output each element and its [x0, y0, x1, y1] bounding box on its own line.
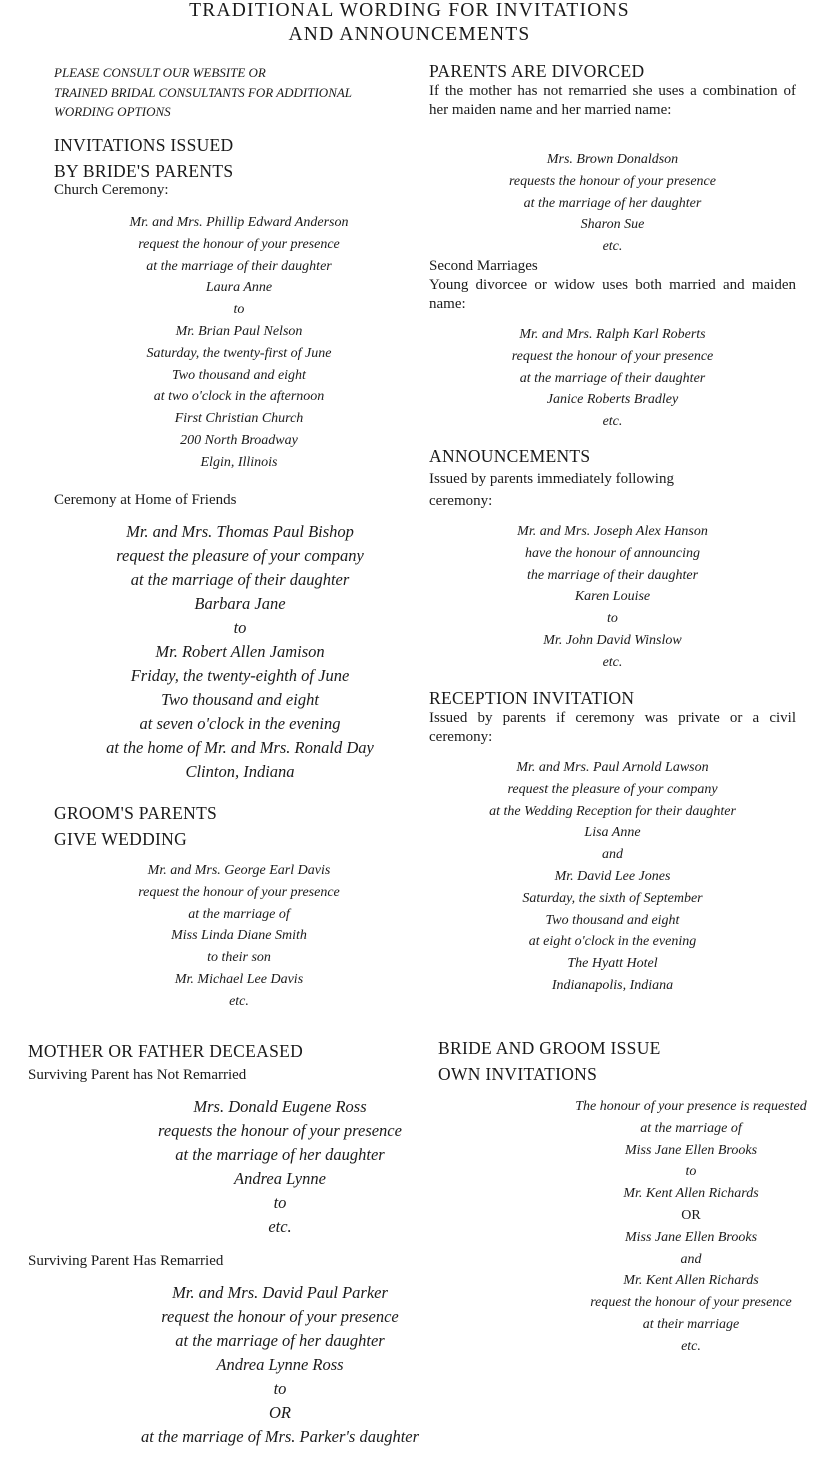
- reception-heading: RECEPTION INVITATION: [429, 688, 635, 708]
- wording-line: Karen Louise: [574, 589, 651, 605]
- wording-line: The honour of your presence is requested: [575, 1099, 807, 1114]
- reception-wording: [429, 757, 796, 997]
- wording-line: at the marriage of their daughter: [519, 370, 706, 386]
- announcements-heading: ANNOUNCEMENTS: [429, 446, 591, 466]
- wording-line: Mr. Robert Allen Jamison: [155, 642, 325, 661]
- wording-line: etc.: [602, 654, 623, 670]
- wording-line: etc.: [229, 993, 249, 1009]
- not-remarried-label: Surviving Parent has Not Remarried: [28, 1067, 247, 1083]
- divorced-intro: If the mother has not remarried she uses a combination of her maiden name and her married name:: [429, 83, 796, 118]
- wording-line: The Hyatt Hotel: [567, 956, 658, 972]
- deceased-heading: MOTHER OR FATHER DECEASED: [28, 1041, 304, 1061]
- wording-line: at the marriage of their daughter: [130, 570, 350, 589]
- wording-line: at the marriage of her daughter: [175, 1145, 385, 1164]
- second-marriages-label: Second Marriages: [429, 258, 538, 274]
- wording-line: Mr. and Mrs. Joseph Alex Hanson: [517, 524, 708, 539]
- remarried-label: Surviving Parent Has Remarried: [28, 1253, 224, 1269]
- heading-line: INVITATIONS ISSUED: [54, 135, 234, 155]
- wording-line: to: [273, 1193, 287, 1212]
- wording-line: Elgin, Illinois: [200, 454, 278, 470]
- wording-line: Two thousand and eight: [545, 912, 680, 928]
- wording-line: Lisa Anne: [584, 825, 641, 841]
- wording-line: request the honour of your presence: [161, 1307, 399, 1326]
- wording-line: Mr. Michael Lee Davis: [174, 971, 304, 987]
- wording-line: to: [233, 302, 245, 318]
- heading-line: BRIDE AND GROOM ISSUE: [438, 1038, 661, 1058]
- wording-line: Sharon Sue: [580, 217, 645, 233]
- divorced-heading: PARENTS ARE DIVORCED: [429, 61, 645, 81]
- heading-line: GROOM'S PARENTS: [54, 803, 218, 823]
- wording-line: request the honour of your presence: [511, 348, 714, 364]
- church-ceremony-label: Church Ceremony:: [54, 182, 169, 198]
- brides-parents-heading: [54, 132, 233, 184]
- wording-line: to: [607, 611, 618, 627]
- wording-line: Miss Linda Diane Smith: [171, 928, 307, 944]
- wording-line: First Christian Church: [174, 411, 304, 427]
- wording-line: at the Wedding Reception for their daughter: [489, 803, 736, 819]
- wording-line: Clinton, Indiana: [185, 762, 295, 781]
- intro-line: ceremony:: [429, 493, 493, 509]
- wording-line: requests the honour of your presence: [509, 173, 716, 189]
- wording-line: to: [273, 1379, 287, 1398]
- wording-line: at eight o'clock in the evening: [528, 934, 697, 950]
- wording-line: Mr. David Lee Jones: [554, 868, 671, 884]
- wording-line: Two thousand and eight: [161, 690, 319, 709]
- intro-line: Issued by parents immediately following: [429, 471, 674, 487]
- wording-line: the marriage of their daughter: [526, 567, 699, 583]
- wording-line: Mr. John David Winslow: [543, 632, 682, 648]
- wording-line: Friday, the twenty-eighth of June: [130, 666, 350, 685]
- divorced-wording: [429, 149, 796, 258]
- heading-line: OWN INVITATIONS: [438, 1064, 598, 1084]
- wording-line: Saturday, the sixth of September: [522, 890, 703, 906]
- wording-line: etc.: [268, 1217, 292, 1236]
- wording-line: Mr. Kent Allen Richards: [623, 1186, 759, 1202]
- wording-line: at their marriage: [642, 1316, 740, 1332]
- wording-line: Miss Jane Ellen Brooks: [624, 1142, 758, 1158]
- heading-line: GIVE WEDDING: [54, 829, 188, 849]
- wording-line: etc.: [602, 414, 623, 430]
- wording-line: Mr. and Mrs. David Paul Parker: [172, 1283, 388, 1302]
- consult-note: [54, 63, 352, 122]
- reception-intro: Issued by parents if ceremony was private or a civil ceremony:: [429, 710, 796, 745]
- remarried-wording: [80, 1281, 480, 1449]
- wording-line: request the honour of your presence: [138, 236, 340, 252]
- wording-line: at the home of Mr. and Mrs. Ronald Day: [106, 738, 374, 757]
- wording-line: at the marriage of their daughter: [146, 258, 332, 274]
- wording-line: Mr. and Mrs. Ralph Karl Roberts: [519, 327, 706, 342]
- wording-line: request the honour of your presence: [590, 1295, 792, 1311]
- wording-line: and: [602, 847, 623, 863]
- second-marriages-wording: [429, 324, 796, 433]
- announcements-wording: [429, 521, 796, 674]
- heading-line: BY BRIDE'S PARENTS: [54, 161, 234, 181]
- announcements-intro: [429, 468, 674, 512]
- church-ceremony-wording: [54, 212, 424, 474]
- grooms-parents-heading: [54, 800, 217, 852]
- wording-line: 200 North Broadway: [180, 432, 298, 448]
- own-invitations-wording: [555, 1096, 819, 1358]
- wording-line: Saturday, the twenty-first of June: [146, 345, 332, 361]
- wording-line: at two o'clock in the afternoon: [153, 389, 325, 405]
- wording-line: to: [233, 618, 247, 637]
- title-line: AND ANNOUNCEMENTS: [288, 24, 531, 45]
- wording-line: at the marriage of Mrs. Parker's daughter: [140, 1427, 420, 1446]
- wording-line: and: [680, 1251, 702, 1267]
- wording-line: at the marriage of: [640, 1120, 742, 1136]
- home-ceremony-wording: [40, 520, 440, 784]
- not-remarried-wording: [80, 1095, 480, 1239]
- wording-line: Mr. and Mrs. Paul Arnold Lawson: [516, 760, 709, 775]
- wording-line: Andrea Lynne Ross: [216, 1355, 344, 1374]
- wording-line: request the pleasure of your company: [507, 781, 718, 797]
- title-line: TRADITIONAL WORDING FOR INVITATIONS: [189, 0, 630, 21]
- wording-line: OR: [681, 1207, 701, 1223]
- own-invitations-heading: [438, 1035, 661, 1087]
- wording-line: Janice Roberts Bradley: [546, 392, 679, 408]
- wording-line: Laura Anne: [205, 280, 273, 296]
- wording-line: etc.: [602, 239, 623, 255]
- wording-line: Mr. Brian Paul Nelson: [175, 323, 303, 339]
- wording-line: at the marriage of her daughter: [175, 1331, 385, 1350]
- wording-line: at the marriage of: [188, 906, 290, 922]
- wording-line: Two thousand and eight: [172, 367, 306, 383]
- wording-line: Mrs. Brown Donaldson: [546, 152, 679, 167]
- wording-line: Mrs. Donald Eugene Ross: [193, 1097, 367, 1116]
- wording-line: requests the honour of your presence: [158, 1121, 402, 1140]
- home-ceremony-label: Ceremony at Home of Friends: [54, 492, 237, 508]
- note-line: TRAINED BRIDAL CONSULTANTS FOR ADDITIONAL: [54, 84, 353, 100]
- wording-line: etc.: [681, 1338, 701, 1354]
- wording-line: Mr. and Mrs. George Earl Davis: [147, 863, 331, 878]
- second-marriages-intro: Young divorcee or widow uses both married and maiden name:: [429, 277, 796, 312]
- wording-line: have the honour of announcing: [525, 545, 700, 561]
- wording-line: Andrea Lynne: [234, 1169, 326, 1188]
- wording-line: to: [685, 1164, 697, 1180]
- wording-line: Miss Jane Ellen Brooks: [624, 1229, 758, 1245]
- wording-line: to their son: [207, 950, 271, 966]
- wording-line: request the honour of your presence: [138, 884, 340, 900]
- page-title: [0, 0, 819, 47]
- wording-line: at seven o'clock in the evening: [139, 714, 341, 733]
- wording-line: at the marriage of her daughter: [523, 195, 702, 211]
- wording-line: Mr. Kent Allen Richards: [623, 1273, 759, 1289]
- note-line: PLEASE CONSULT OUR WEBSITE OR: [54, 65, 266, 80]
- wording-line: Barbara Jane: [194, 594, 286, 613]
- wording-line: Indianapolis, Indiana: [551, 977, 674, 993]
- wording-line: request the pleasure of your company: [116, 546, 364, 565]
- note-line: WORDING OPTIONS: [54, 104, 171, 119]
- wording-line: Mr. and Mrs. Phillip Edward Anderson: [129, 215, 349, 230]
- grooms-parents-wording: [54, 860, 424, 1013]
- wording-line: OR: [269, 1403, 291, 1422]
- wording-line: Mr. and Mrs. Thomas Paul Bishop: [126, 522, 354, 541]
